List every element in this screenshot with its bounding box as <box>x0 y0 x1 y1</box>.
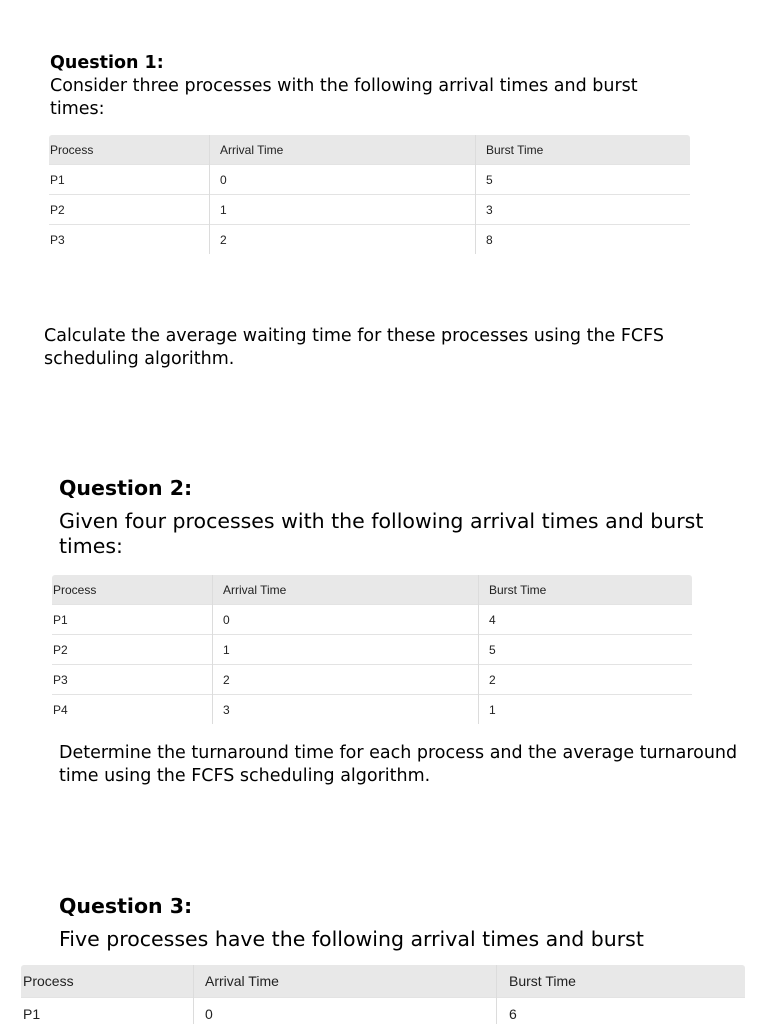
cell-process: P2 <box>52 635 213 665</box>
cell-arrival-time: 0 <box>194 998 497 1024</box>
table-header-row <box>52 575 693 605</box>
header-process: Process <box>49 135 210 165</box>
question-2-title: Question 2: <box>59 476 193 500</box>
cell-arrival-time: 0 <box>210 165 476 195</box>
question-1 <box>50 52 690 121</box>
table-row <box>52 665 693 695</box>
question-2-task-text: Determine the turnaround time for each process and the average turnaround time using the FCFS scheduling algorithm. <box>59 743 738 786</box>
cell-arrival-time: 1 <box>213 635 479 665</box>
cell-process: P3 <box>52 665 213 695</box>
table-row <box>49 195 691 225</box>
table-header-row <box>21 965 746 998</box>
header-process: Process <box>21 965 194 998</box>
header-arrival-time: Arrival Time <box>194 965 497 998</box>
cell-burst-time: 3 <box>476 195 691 225</box>
cell-process: P1 <box>21 998 194 1024</box>
cell-burst-time: 4 <box>479 605 693 635</box>
question-1-task-text: Calculate the average waiting time for these processes using the FCFS scheduling algorithm. <box>44 326 665 369</box>
question-2-table <box>51 574 693 725</box>
question-2 <box>59 476 719 559</box>
cell-burst-time: 5 <box>476 165 691 195</box>
question-1-task <box>44 325 724 371</box>
table-row <box>52 695 693 725</box>
cell-arrival-time: 1 <box>210 195 476 225</box>
cell-burst-time: 8 <box>476 225 691 255</box>
header-process: Process <box>52 575 213 605</box>
cell-burst-time: 2 <box>479 665 693 695</box>
header-arrival-time: Arrival Time <box>213 575 479 605</box>
cell-arrival-time: 0 <box>213 605 479 635</box>
cell-burst-time: 1 <box>479 695 693 725</box>
cell-burst-time: 6 <box>497 998 746 1024</box>
header-burst-time: Burst Time <box>479 575 693 605</box>
table-row <box>21 998 746 1024</box>
cell-burst-time: 5 <box>479 635 693 665</box>
cell-arrival-time: 2 <box>210 225 476 255</box>
question-1-intro: Consider three processes with the following arrival times and burst times: <box>50 76 638 119</box>
cell-process: P3 <box>49 225 210 255</box>
cell-arrival-time: 2 <box>213 665 479 695</box>
cell-process: P2 <box>49 195 210 225</box>
question-3-table <box>20 964 746 1024</box>
header-burst-time: Burst Time <box>497 965 746 998</box>
question-1-title: Question 1: <box>50 53 164 73</box>
cell-process: P1 <box>49 165 210 195</box>
header-burst-time: Burst Time <box>476 135 691 165</box>
cell-process: P4 <box>52 695 213 725</box>
table-row <box>49 225 691 255</box>
table-row <box>52 635 693 665</box>
cell-process: P1 <box>52 605 213 635</box>
question-2-intro: Given four processes with the following arrival times and burst times: <box>59 509 704 558</box>
cell-arrival-time: 3 <box>213 695 479 725</box>
question-1-table <box>48 134 691 255</box>
header-arrival-time: Arrival Time <box>210 135 476 165</box>
table-header-row <box>49 135 691 165</box>
question-3 <box>59 894 739 952</box>
table-row <box>49 165 691 195</box>
question-3-intro: Five processes have the following arrival times and burst <box>59 927 644 951</box>
question-3-title: Question 3: <box>59 894 193 918</box>
table-row <box>52 605 693 635</box>
question-2-task <box>59 742 739 788</box>
